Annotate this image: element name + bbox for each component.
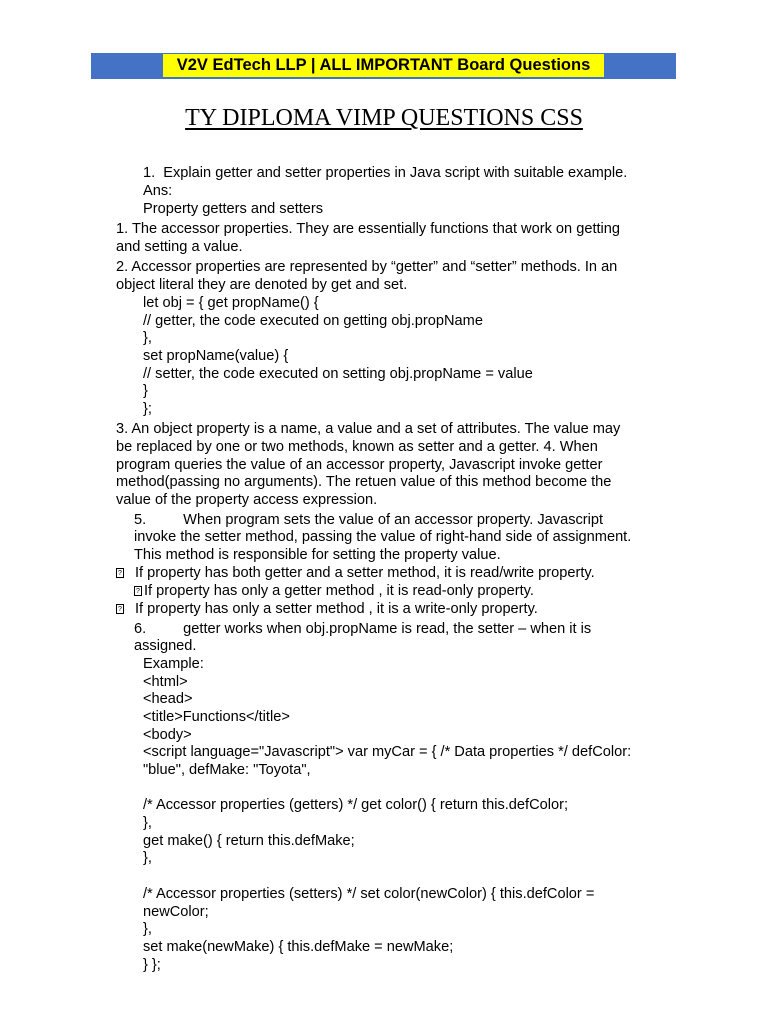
point3-line: method(passing no arguments). The retuen value of this method become the [116, 474, 612, 490]
question-number: 1. [143, 165, 156, 181]
point6-number: 6. [134, 621, 147, 637]
bullet-item [134, 582, 534, 600]
bullet-box-icon: ? [116, 604, 124, 614]
bullet-text: If property has only a getter method , it is read-only property. [144, 583, 534, 599]
point5-line: invoke the setter method, passing the value of right-hand side of assignment. [134, 529, 632, 545]
point5-line [134, 511, 603, 529]
example-code-line: }, [143, 815, 152, 831]
point6-text: getter works when obj.propName is read, the setter – when it is [183, 621, 592, 637]
point3-line: 3. An object property is a name, a value and a set of attributes. The value may [116, 421, 621, 437]
example-code-line: "blue", defMake: "Toyota", [143, 762, 311, 778]
point5-line: This method is responsible for setting the property value. [134, 547, 501, 563]
code-line: // setter, the code executed on setting obj.propName = value [143, 366, 533, 382]
bullet-text: If property has only a setter method , it is a write-only property. [135, 601, 538, 617]
point1-line: 1. The accessor properties. They are essentially functions that work on getting [116, 221, 621, 237]
point2-line: object literal they are denoted by get and set. [116, 277, 408, 293]
bullet-text: If property has both getter and a setter method, it is read/write property. [135, 565, 595, 581]
page-title: TY DIPLOMA VIMP QUESTIONS CSS [185, 105, 583, 131]
example-code-line: <body> [143, 727, 192, 743]
example-code-line: }, [143, 921, 152, 937]
code-line: }; [143, 401, 152, 417]
header-banner-label: V2V EdTech LLP | ALL IMPORTANT Board Questions [163, 54, 604, 77]
answer-subheading: Property getters and setters [143, 201, 324, 217]
bullet-box-icon: ? [116, 568, 124, 578]
example-label: Example: [143, 656, 204, 672]
point2-line: 2. Accessor properties are represented by “getter” and “setter” methods. In an [116, 259, 618, 275]
example-code-line: set make(newMake) { this.defMake = newMake; [143, 939, 454, 955]
bullet-item [116, 564, 595, 582]
code-line: }, [143, 330, 152, 346]
example-code-line: }, [143, 850, 152, 866]
code-line: let obj = { get propName() { [143, 295, 319, 311]
point6-line [134, 620, 591, 638]
example-code-line: <html> [143, 674, 188, 690]
point3-line: program queries the value of an accessor property, Javascript invoke getter [116, 457, 603, 473]
bullet-item [116, 600, 538, 618]
example-code-line: } }; [143, 957, 161, 973]
example-code-line: <script language="Javascript"> var myCar = { /* Data properties */ defColor: [143, 744, 632, 760]
point5-number: 5. [134, 512, 147, 528]
question-text: Explain getter and setter properties in Java script with suitable example. [163, 165, 628, 181]
point6-line: assigned. [134, 638, 197, 654]
example-code-line: /* Accessor properties (getters) */ get color() { return this.defColor; [143, 797, 569, 813]
answer-label: Ans: [143, 183, 173, 199]
point5-text: When program sets the value of an accessor property. Javascript [183, 512, 604, 528]
question-line [143, 164, 627, 182]
code-line: set propName(value) { [143, 348, 289, 364]
example-code-line: <head> [143, 691, 193, 707]
point3-line: be replaced by one or two methods, known as setter and a getter. 4. When [116, 439, 598, 455]
example-code-line: /* Accessor properties (setters) */ set color(newColor) { this.defColor = [143, 886, 595, 902]
code-line: } [143, 383, 148, 399]
example-code-line: newColor; [143, 904, 209, 920]
example-code-line: get make() { return this.defMake; [143, 833, 355, 849]
code-line: // getter, the code executed on getting obj.propName [143, 313, 483, 329]
point1-line: and setting a value. [116, 239, 243, 255]
bullet-box-icon: ? [134, 586, 142, 596]
example-code-line: <title>Functions</title> [143, 709, 290, 725]
point3-line: value of the property access expression. [116, 492, 378, 508]
